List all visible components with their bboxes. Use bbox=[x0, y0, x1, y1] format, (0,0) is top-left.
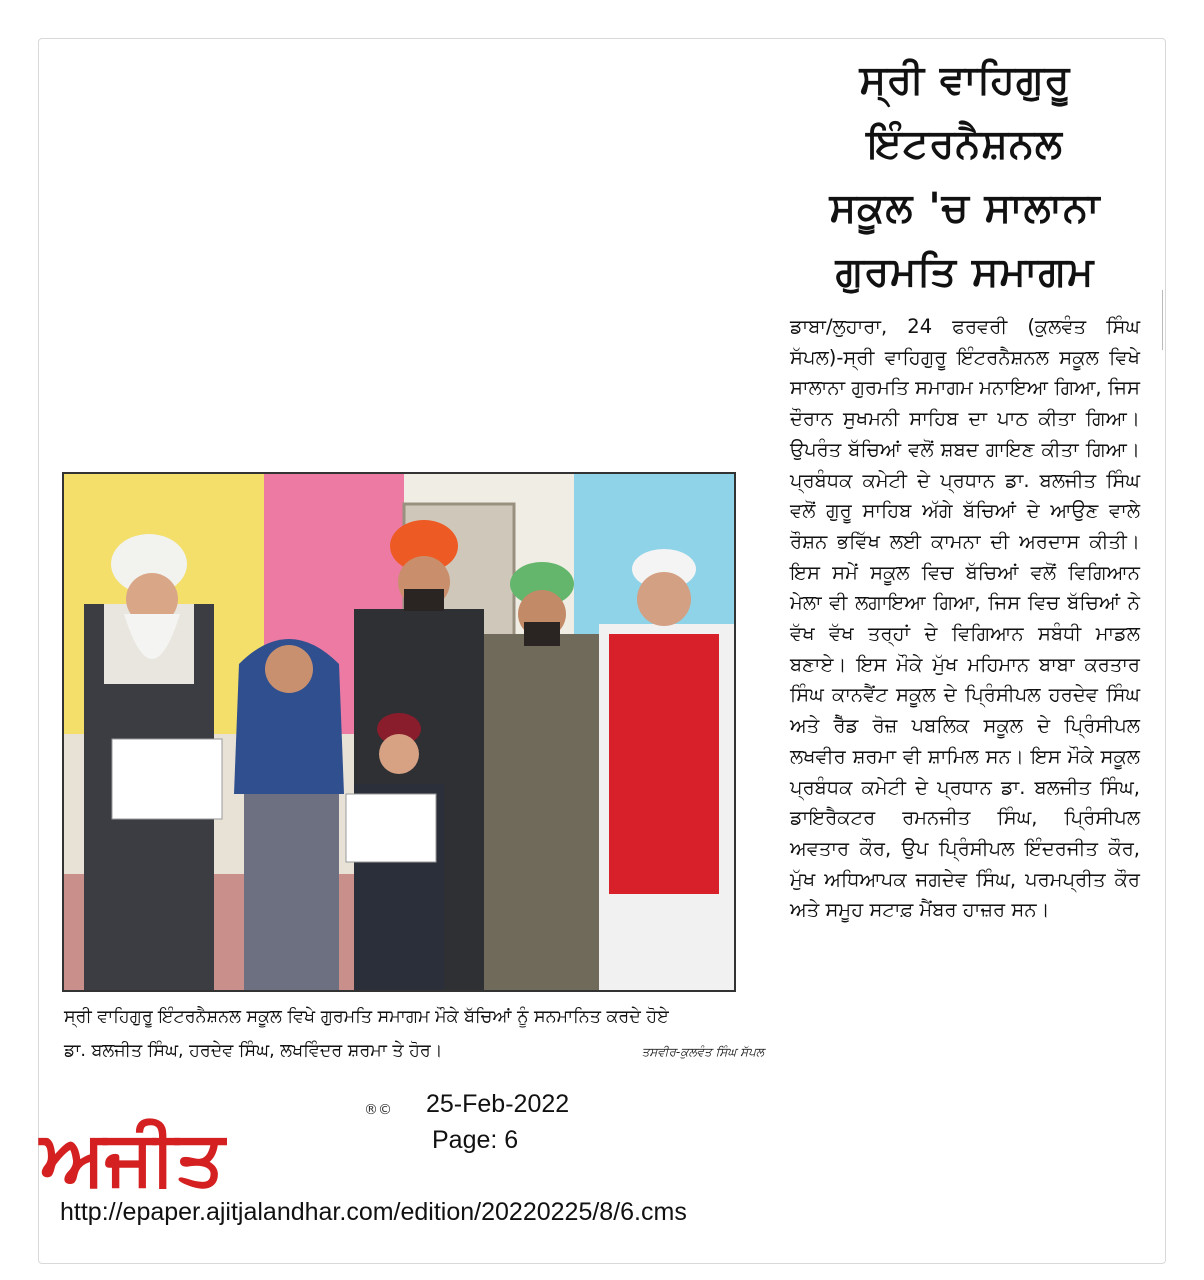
certificate-child bbox=[346, 794, 436, 862]
caption-line: ਡਾ. ਬਲਜੀਤ ਸਿੰਘ, ਹਰਦੇਵ ਸਿੰਘ, ਲਖਵਿੰਦਰ ਸ਼ਰਮਾ ਤੇ ਹੋਰ। bbox=[64, 1041, 443, 1061]
edition-date: 25-Feb-2022 bbox=[426, 1090, 570, 1118]
headline bbox=[790, 48, 1140, 304]
photo-credit: ਤਸਵੀਰ-ਕੁਲਵੰਤ ਸਿੰਘ ਸੱਪਲ bbox=[641, 1045, 764, 1059]
headline-line: ਸਕੂਲ 'ਚ ਸਾਲਾਨਾ bbox=[829, 185, 1101, 231]
person-woman bbox=[234, 639, 344, 990]
photo-illustration bbox=[64, 474, 734, 990]
registered-mark: ®© bbox=[364, 1102, 392, 1118]
ajit-logo: ਅਜੀਤ bbox=[40, 1113, 224, 1202]
column-rule bbox=[1162, 290, 1163, 350]
headline-line: ਸ੍ਰੀ ਵਾਹਿਗੁਰੂ ਇੰਟਰਨੈਸ਼ਨਲ bbox=[859, 57, 1071, 167]
page-number: Page: 6 bbox=[432, 1126, 519, 1154]
certificate-left bbox=[112, 739, 222, 819]
photo-caption bbox=[64, 1000, 764, 1069]
news-photo bbox=[62, 472, 736, 992]
source-url[interactable]: http://epaper.ajitjalandhar.com/edition/20220225/8/6.cms bbox=[60, 1198, 687, 1226]
article-body: ਡਾਬਾ/ਲੁਹਾਰਾ, 24 ਫਰਵਰੀ (ਕੁਲਵੰਤ ਸਿੰਘ ਸੱਪਲ)-ਸ੍ਰੀ ਵਾਹਿਗੁਰੂ ਇੰਟਰਨੈਸ਼ਨਲ ਸਕੂਲ ਵਿਖੇ ਸਾਲਾਨਾ ਗੁਰਮਤਿ ਸਮਾਗਮ ਮਨਾਇਆ ਗਿਆ, ਜਿਸ ਦੌਰਾਨ ਸੁਖਮਨੀ ਸਾਹਿਬ ਦਾ ਪਾਠ ਕੀਤਾ ਗਿਆ। ਉਪਰੰਤ ਬੱਚਿਆਂ ਵਲੋਂ ਸ਼ਬਦ ਗਾਇਣ ਕੀਤਾ ਗਿਆ। ਪ੍ਰਬੰਧਕ ਕਮੇਟੀ ਦੇ ਪ੍ਰਧਾਨ ਡਾ. ਬਲਜੀਤ ਸਿੰਘ ਵਲੋਂ ਗੁਰੂ ਸਾਹਿਬ ਅੱਗੇ ਬੱਚਿਆਂ ਦੇ ਆਉਣ ਵਾਲੇ ਰੌਸ਼ਨ ਭਵਿੱਖ ਲਈ ਕਾਮਨਾ ਦੀ ਅਰਦਾਸ ਕੀਤੀ। ਇਸ ਸਮੇਂ ਸਕੂਲ ਵਿਚ ਬੱਚਿਆਂ ਵਲੋਂ ਵਿਗਿਆਨ ਮੇਲਾ ਵੀ ਲਗਾਇਆ ਗਿਆ, ਜਿਸ ਵਿਚ ਬੱਚਿਆਂ ਨੇ ਵੱਖ ਵੱਖ ਤਰ੍ਹਾਂ ਦੇ ਵਿਗਿਆਨ ਸਬੰਧੀ ਮਾਡਲ ਬਣਾਏ। ਇਸ ਮੌਕੇ ਮੁੱਖ ਮਹਿਮਾਨ ਬਾਬਾ ਕਰਤਾਰ ਸਿੰਘ ਕਾਨਵੈਂਟ ਸਕੂਲ ਦੇ ਪ੍ਰਿੰਸੀਪਲ ਹਰਦੇਵ ਸਿੰਘ ਅਤੇ ਰੈੱਡ ਰੋਜ਼ ਪਬਲਿਕ ਸਕੂਲ ਦੇ ਪ੍ਰਿੰਸੀਪਲ ਲਖਵੀਰ ਸ਼ਰਮਾ ਵੀ ਸ਼ਾਮਿਲ ਸਨ। ਇਸ ਮੌਕੇ ਸਕੂਲ ਪ੍ਰਬੰਧਕ ਕਮੇਟੀ ਦੇ ਪ੍ਰਧਾਨ ਡਾ. ਬਲਜੀਤ ਸਿੰਘ, ਡਾਇਰੈਕਟਰ ਰਮਨਜੀਤ ਸਿੰਘ, ਪ੍ਰਿੰਸੀਪਲ ਅਵਤਾਰ ਕੌਰ, ਉਪ ਪ੍ਰਿੰਸੀਪਲ ਇੰਦਰਜੀਤ ਕੌਰ, ਮੁੱਖ ਅਧਿਆਪਕ ਜਗਦੇਵ ਸਿੰਘ, ਪਰਮਪ੍ਰੀਤ ਕੌਰ ਅਤੇ ਸਮੂਹ ਸਟਾਫ਼ ਮੈਂਬਰ ਹਾਜ਼ਰ ਸਨ। bbox=[790, 315, 1140, 922]
headline-line: ਗੁਰਮਤਿ ਸਮਾਗਮ bbox=[835, 249, 1095, 295]
article bbox=[790, 48, 1140, 926]
caption-row bbox=[64, 1034, 764, 1069]
caption-line: ਸ੍ਰੀ ਵਾਹਿਗੁਰੂ ਇੰਟਰਨੈਸ਼ਨਲ ਸਕੂਲ ਵਿਖੇ ਗੁਰਮਤਿ ਸਮਾਗਮ ਮੌਕੇ ਬੱਚਿਆਂ ਨੂੰ ਸਨਮਾਨਿਤ ਕਰਦੇ ਹੋਏ bbox=[64, 1007, 669, 1027]
